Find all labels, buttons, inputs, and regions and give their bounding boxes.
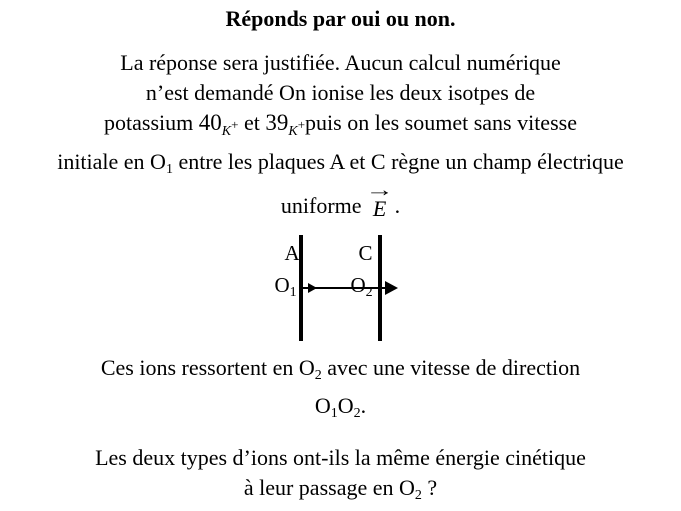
- intro-line-1: La réponse sera justifiée. Aucun calcul numérique: [120, 50, 561, 75]
- isotope-40-symbol: K: [221, 124, 232, 139]
- point-o2-label: [351, 275, 373, 303]
- o2-subscript: 2: [414, 488, 422, 503]
- text-run: Ces ions ressortent en O: [100, 355, 315, 380]
- o1-sub: 1: [330, 406, 338, 421]
- intro-line-5: [0, 180, 681, 221]
- o2-sub: 2: [353, 406, 361, 421]
- result-line-1: [0, 353, 681, 391]
- isotope-40-mass: 40: [198, 110, 222, 135]
- intro-paragraph: [0, 48, 681, 221]
- o2-base: O: [350, 273, 366, 297]
- intro-line-4: [0, 147, 681, 185]
- o2-sub: 2: [365, 285, 373, 300]
- point-o1-label: [275, 275, 297, 303]
- o2-subscript: 2: [314, 368, 322, 383]
- text-run: puis on les soumet sans vitesse: [305, 110, 577, 135]
- text-run: .: [360, 393, 367, 418]
- o1-base: O: [314, 393, 331, 418]
- isotope-39-symbol: K: [288, 124, 298, 139]
- isotope-40-charge: +: [231, 117, 239, 132]
- result-line-2: [0, 391, 681, 429]
- o1-sub: 1: [289, 285, 297, 300]
- intro-line-2: n’est demandé On ionise les deux isotpes de: [145, 80, 536, 105]
- isotope-39-mass: 39: [265, 110, 289, 135]
- text-run: initiale en O: [57, 149, 166, 174]
- result-paragraph: [0, 353, 681, 429]
- plate-c: [378, 235, 382, 341]
- o1-base: O: [274, 273, 290, 297]
- question-paragraph: [0, 443, 681, 511]
- ion-path-arrowhead-large: [385, 281, 398, 295]
- text-run: .: [389, 193, 401, 218]
- text-run: et: [238, 110, 266, 135]
- plate-c-label: C: [358, 241, 373, 265]
- e-vector-letter: E: [372, 196, 387, 221]
- question-line-1: Les deux types d’ions ont-ils la même énergie cinétique: [95, 445, 586, 470]
- question-line-2: [0, 473, 681, 511]
- text-run: ?: [421, 475, 438, 500]
- text-run: uniforme: [280, 193, 368, 218]
- text-run: à leur passage en O: [243, 475, 415, 500]
- intro-line-3: [0, 108, 681, 147]
- text-run: entre les plaques A et C règne un champ électrique: [172, 149, 624, 174]
- ion-path-arrowhead-small: [308, 283, 317, 293]
- plate-a-label: A: [284, 241, 300, 265]
- text-run: potassium: [104, 110, 199, 135]
- o2-base: O: [337, 393, 354, 418]
- o1-subscript: 1: [165, 162, 173, 177]
- page-title: Réponds par oui ou non.: [225, 6, 456, 31]
- isotope-39-charge: +: [297, 117, 306, 132]
- vector-arrow-icon: →: [365, 180, 394, 201]
- field-diagram: [271, 233, 411, 345]
- e-vector: [365, 180, 394, 221]
- text-run: avec une vitesse de direction: [321, 355, 581, 380]
